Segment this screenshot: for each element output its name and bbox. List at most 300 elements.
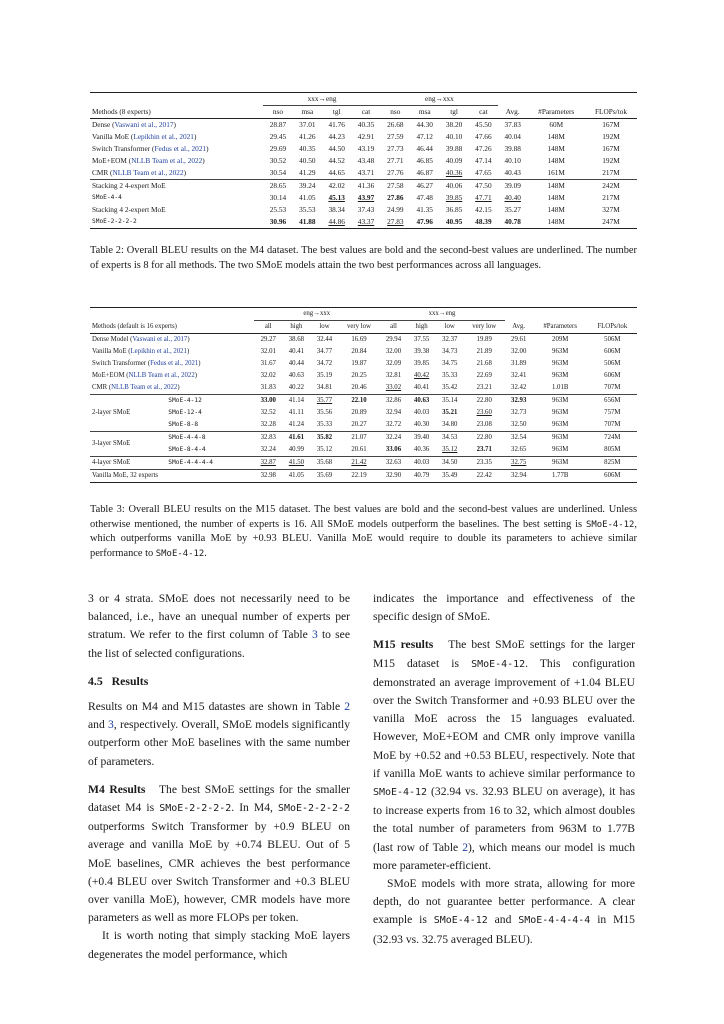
value: 27.73: [387, 144, 404, 153]
table-3-column-header-row: [90, 321, 637, 334]
value-cell: [322, 143, 351, 155]
flops-cell: 327M: [602, 205, 620, 214]
column-header: nso: [381, 106, 410, 119]
params-cell: 148M: [547, 205, 565, 214]
method-name: Stacking 2 4-expert MoE: [92, 181, 166, 190]
value-cell: [282, 470, 310, 483]
value: 33.06: [385, 446, 402, 453]
value-cell: [439, 131, 468, 143]
value: 27.83: [387, 217, 404, 226]
value: 32.83: [260, 434, 276, 441]
value-cell: [339, 444, 380, 457]
paragraph: [373, 875, 635, 949]
method-cell: Vanilla MoE (Lepikhin et al., 2021): [92, 132, 197, 141]
citation-link[interactable]: Lepikhin et al., 2021: [133, 132, 194, 141]
value-cell: [254, 370, 282, 382]
value: 16.69: [351, 336, 367, 343]
value: 21.68: [476, 360, 492, 367]
value: 36.85: [445, 205, 463, 214]
text: in M15 (32.93 vs. 32.75 averaged BLEU).: [373, 913, 635, 946]
value-cell: [351, 204, 380, 216]
params-cell: 963M: [552, 348, 569, 355]
value: 47.48: [416, 193, 433, 202]
table-2-caption: [90, 244, 637, 273]
value-cell: [436, 370, 464, 382]
value-cell: [310, 457, 338, 470]
value: 43.37: [357, 217, 375, 226]
value: 39.85: [445, 193, 463, 202]
value: 32.44: [316, 336, 333, 343]
value-cell: [339, 358, 380, 370]
value: 47.71: [475, 193, 492, 202]
value: 32.86: [385, 397, 402, 404]
value-cell: [469, 167, 498, 180]
value: 39.85: [413, 360, 430, 367]
method-cell: Switch Transformer (Fedus et al., 2021): [92, 360, 201, 367]
value: 40.04: [504, 132, 521, 141]
method-name: Dense: [92, 120, 111, 129]
citation-link[interactable]: NLLB Team et al., 2022: [131, 156, 203, 165]
flops-cell: 167M: [602, 144, 620, 153]
value-cell: [439, 119, 468, 132]
value-cell: [339, 470, 380, 483]
flops-cell: 707M: [604, 384, 621, 391]
value: 46.87: [416, 168, 433, 177]
method-cell: [90, 204, 263, 216]
value-cell: [351, 192, 380, 204]
value-cell: [381, 204, 410, 216]
code: SMoE-2-2-2-2: [159, 803, 232, 815]
table-3-vanilla-32: [90, 470, 637, 483]
value-cell: [282, 432, 310, 445]
method-name: MoE+EOM: [92, 372, 125, 379]
value-cell: [408, 334, 436, 347]
value-cell: [263, 167, 292, 180]
table-row: [90, 457, 637, 470]
value-cell: [310, 346, 338, 358]
value: 40.03: [413, 459, 430, 466]
value-cell: [339, 432, 380, 445]
value-cell: [381, 192, 410, 204]
flops-cell: 192M: [602, 132, 620, 141]
value: 43.48: [357, 156, 375, 165]
column-header-flops: FLOPs/tok: [585, 106, 637, 119]
method-cell: [166, 419, 254, 432]
value: 25.53: [269, 205, 287, 214]
value: 32.93: [511, 397, 527, 404]
column-header: high: [282, 321, 310, 334]
value: 40.79: [413, 472, 430, 479]
value: 41.29: [299, 168, 316, 177]
value: 35.19: [316, 372, 333, 379]
citation-link[interactable]: Fedus et al., 2021: [154, 144, 207, 153]
value: 32.01: [260, 348, 276, 355]
method-name: Vanilla MoE: [92, 348, 127, 355]
value-cell: [263, 204, 292, 216]
value: 43.19: [357, 144, 375, 153]
value: 40.40: [504, 193, 521, 202]
table-row: [90, 131, 637, 143]
params-cell: 1.77B: [533, 470, 588, 483]
value-cell: [408, 444, 436, 457]
value: 41.50: [288, 459, 305, 466]
value: 20.89: [351, 409, 367, 416]
value: 30.96: [269, 217, 287, 226]
value: 40.10: [445, 132, 463, 141]
value: 34.81: [316, 384, 333, 391]
value-cell: [381, 216, 410, 229]
params-cell: 161M: [547, 168, 565, 177]
value: 32.09: [385, 360, 402, 367]
method-name: SMoE-4-4: [92, 194, 122, 201]
value: 41.26: [299, 132, 316, 141]
value: 35.33: [316, 421, 333, 428]
value: 47.12: [416, 132, 433, 141]
value-cell: [498, 167, 527, 180]
value: 40.41: [288, 348, 305, 355]
value-cell: [293, 167, 322, 180]
value: 32.94: [511, 472, 527, 479]
value-cell: [436, 432, 464, 445]
table-row: [90, 407, 637, 419]
value-cell: [498, 155, 527, 167]
value: 35.27: [504, 205, 521, 214]
value-cell: [436, 395, 464, 408]
value-cell: [436, 470, 464, 483]
value-cell: [408, 358, 436, 370]
value-cell: [263, 216, 292, 229]
value: 46.44: [416, 144, 433, 153]
value: 37.83: [504, 120, 521, 129]
citation-link[interactable]: Vaswani et al., 2017: [132, 336, 188, 343]
method-name: Stacking 4 2-expert MoE: [92, 205, 166, 214]
value: 39.09: [504, 181, 521, 190]
params-cell: 963M: [552, 372, 569, 379]
column-header: very low: [464, 321, 505, 334]
table-2-baselines: [90, 119, 637, 180]
value: 33.02: [385, 384, 402, 391]
value: 40.95: [445, 217, 463, 226]
value: 35.42: [442, 384, 458, 391]
value-cell: [498, 204, 527, 216]
value-cell: [379, 419, 407, 432]
value-cell: [464, 334, 505, 347]
params-cell: 963M: [533, 457, 588, 470]
flops-cell: 805M: [604, 446, 621, 453]
method-cell: Dense Model (Vaswani et al., 2017): [92, 336, 190, 343]
value-cell: [293, 216, 322, 229]
value: 19.89: [476, 336, 492, 343]
table-ref-link[interactable]: 2: [344, 700, 350, 714]
value-cell: [339, 370, 380, 382]
value-cell: [469, 131, 498, 143]
table-row: [90, 167, 637, 180]
method-cell: MoE+EOM (NLLB Team et al., 2022): [92, 372, 197, 379]
paragraph: [88, 590, 350, 663]
value-cell: [339, 346, 380, 358]
value: 29.27: [260, 336, 276, 343]
value: 22.69: [476, 372, 492, 379]
value: 29.45: [269, 132, 287, 141]
value: 22.10: [351, 397, 367, 404]
paragraph: [88, 698, 350, 771]
value-cell: [351, 180, 380, 193]
text: outperforms Switch Transformer by +0.9 BLEU on average and vanilla MoE by +0.74 BLEU. Out of 5 MoE baselines, CMR achieves the best performance (+0.4 BLEU over Switch Transformer and +0.3 BLEU over vanilla MoE), however, CMR models have more parameters as well as more FLOPs per token.: [88, 820, 350, 925]
citation-link[interactable]: NLLB Team et al., 2022: [112, 168, 184, 177]
table-2-group-header-row: [90, 93, 637, 106]
value: 31.89: [511, 360, 527, 367]
code: SMoE-4-4-4-4: [518, 915, 591, 927]
params-cell: 148M: [547, 193, 565, 202]
method-cell: [166, 395, 254, 408]
value: 40.03: [413, 409, 430, 416]
value: 32.72: [385, 421, 402, 428]
caption-code: SMoE-4-12: [155, 548, 205, 559]
value-cell: [408, 457, 436, 470]
params-cell: 963M: [552, 409, 569, 416]
value: 39.88: [445, 144, 463, 153]
value: 41.14: [288, 397, 305, 404]
value-cell: [322, 180, 351, 193]
method-name: Dense Model: [92, 336, 129, 343]
method-name: Vanilla MoE, 32 experts: [92, 472, 159, 479]
value-cell: [310, 444, 338, 457]
value: 24.99: [387, 205, 404, 214]
value: 40.44: [288, 360, 305, 367]
method-name: MoE+EOM: [92, 156, 127, 165]
value-cell: [282, 358, 310, 370]
value: 41.36: [357, 181, 375, 190]
flops-cell: 217M: [602, 193, 620, 202]
value-cell: [379, 395, 407, 408]
value-cell: [263, 143, 292, 155]
table-3-group-eng-xxx: eng→xxx: [254, 308, 379, 321]
value-cell: [505, 395, 533, 408]
value: 35.68: [316, 459, 333, 466]
value: 20.27: [351, 421, 367, 428]
value: 47.66: [475, 132, 492, 141]
value: 40.63: [288, 372, 305, 379]
value-cell: [293, 180, 322, 193]
table-2-header: [90, 93, 637, 119]
value-cell: [263, 131, 292, 143]
table-ref-link[interactable]: 2: [462, 840, 469, 854]
table-ref-link[interactable]: 3: [311, 628, 318, 642]
column-header: all: [254, 321, 282, 334]
column-header: cat: [351, 106, 380, 119]
flops-cell: 606M: [588, 470, 637, 483]
value-cell: [339, 407, 380, 419]
method-name: SMoE-2-2-2-2: [92, 218, 137, 225]
value-cell: [310, 407, 338, 419]
value-cell: [505, 470, 533, 483]
value-cell: [436, 382, 464, 395]
value-cell: [505, 444, 533, 457]
section-heading: [88, 672, 350, 690]
value-cell: [505, 382, 533, 395]
value: 27.76: [387, 168, 404, 177]
value-cell: [439, 204, 468, 216]
value: 23.21: [476, 384, 492, 391]
value: 22.19: [351, 472, 367, 479]
value: 35.56: [316, 409, 333, 416]
code: SMoE-4-12: [373, 787, 428, 799]
value-cell: [498, 180, 527, 193]
table-row: [90, 155, 637, 167]
value-cell: [379, 370, 407, 382]
params-cell: 963M: [533, 395, 588, 408]
column-header: low: [310, 321, 338, 334]
value-cell: [282, 382, 310, 395]
value: 48.39: [475, 217, 492, 226]
citation-link[interactable]: Vaswani et al., 2017: [114, 120, 174, 129]
flops-cell: 656M: [588, 395, 637, 408]
value: 35.69: [316, 472, 333, 479]
value: 35.12: [316, 446, 333, 453]
column-header-params: #Parameters: [527, 106, 585, 119]
citation-link[interactable]: NLLB Team et al., 2022: [128, 372, 195, 379]
value-cell: [505, 358, 533, 370]
paragraph-title: M15 results: [373, 638, 434, 652]
flops-cell: 606M: [604, 348, 621, 355]
table-ref-link[interactable]: 3: [108, 718, 114, 732]
value: 32.81: [385, 372, 402, 379]
value-cell: [408, 470, 436, 483]
method-name: Switch Transformer: [92, 144, 151, 153]
value: 40.78: [504, 217, 521, 226]
value-cell: [410, 216, 439, 229]
value-cell: [254, 334, 282, 347]
value-cell: [436, 334, 464, 347]
value-cell: [379, 382, 407, 395]
column-header-params: #Parameters: [533, 321, 588, 334]
table-row: [90, 419, 637, 432]
value: 39.88: [504, 144, 521, 153]
method-cell: Switch Transformer (Fedus et al., 2021): [92, 144, 209, 153]
value: 42.02: [328, 181, 345, 190]
column-header: msa: [410, 106, 439, 119]
flops-cell: 247M: [585, 216, 637, 229]
value: 40.63: [413, 397, 430, 404]
column-header-avg: Avg.: [498, 106, 527, 119]
value: 32.73: [511, 409, 527, 416]
value-cell: [469, 192, 498, 204]
text: Results on M4 and M15 datastes are shown in Table: [88, 700, 341, 714]
value: 34.50: [442, 459, 458, 466]
value-cell: [410, 155, 439, 167]
value: 27.86: [387, 193, 404, 202]
value-cell: [263, 180, 292, 193]
value-cell: [322, 216, 351, 229]
value: 32.98: [260, 472, 276, 479]
value: 38.20: [445, 120, 463, 129]
citation-link[interactable]: Fedus et al., 2021: [150, 360, 199, 367]
value-cell: [410, 167, 439, 180]
value: 44.23: [328, 132, 345, 141]
code: SMoE-2-2-2-2: [277, 803, 350, 815]
value: 40.42: [413, 372, 430, 379]
value-cell: [351, 119, 380, 132]
params-cell: 148M: [527, 180, 585, 193]
value: 21.42: [351, 459, 367, 466]
text: , respectively. Overall, SMoE models significantly outperform other MoE baselines with the same number of parameters.: [88, 718, 350, 768]
value-cell: [436, 444, 464, 457]
value-cell: [322, 155, 351, 167]
value: 32.94: [385, 409, 402, 416]
value: 32.37: [442, 336, 458, 343]
value: 32.00: [511, 348, 527, 355]
right-column: [373, 590, 635, 949]
value: 45.50: [475, 120, 492, 129]
value-cell: [282, 370, 310, 382]
value-cell: [282, 419, 310, 432]
method-cell: [166, 444, 254, 457]
value: 47.96: [416, 217, 433, 226]
value-cell: [339, 457, 380, 470]
value: 33.00: [260, 397, 276, 404]
value-cell: [505, 407, 533, 419]
value: 23.08: [476, 421, 492, 428]
paragraph: [373, 636, 635, 875]
citation-link[interactable]: NLLB Team et al., 2022: [111, 384, 178, 391]
value-cell: [410, 131, 439, 143]
value: 35.77: [316, 397, 333, 404]
value: 43.71: [357, 168, 375, 177]
params-cell: 963M: [533, 432, 588, 445]
value: 40.22: [288, 384, 305, 391]
value-cell: [410, 192, 439, 204]
value: 41.35: [416, 205, 433, 214]
column-header-avg: Avg.: [505, 321, 533, 334]
value: 29.94: [385, 336, 402, 343]
citation-link[interactable]: Lepikhin et al., 2021: [130, 348, 187, 355]
params-cell: 1.01B: [551, 384, 569, 391]
value: 35.14: [442, 397, 458, 404]
value: 23.71: [476, 446, 492, 453]
value: 40.50: [299, 156, 316, 165]
value-cell: [351, 216, 380, 229]
text: . This configuration demonstrated an average improvement of +1.04 BLEU over the Switch Transformer and +0.93 BLEU over the vanilla MoE across the 15 languages evaluated. However, MoE+EOM and CMR only improve vanilla MoE by +0.52 and +0.53 BLEU, respectively. Note that if vanilla MoE wants to achieve similar performance to: [373, 656, 635, 780]
value: 41.76: [328, 120, 345, 129]
value: 26.68: [387, 120, 404, 129]
value-cell: [293, 155, 322, 167]
value: 44.52: [328, 156, 345, 165]
value-cell: [436, 346, 464, 358]
value-cell: [436, 457, 464, 470]
value: 35.21: [442, 409, 458, 416]
text: to see the list of selected configurations.: [88, 628, 350, 660]
table-3: [90, 307, 637, 483]
caption-code: SMoE-4-12: [585, 519, 635, 530]
value-cell: [322, 167, 351, 180]
value: 35.49: [442, 472, 458, 479]
table-2-column-header-row: [90, 106, 637, 119]
value: 31.67: [260, 360, 276, 367]
value-cell: [254, 395, 282, 408]
value: 20.46: [351, 384, 367, 391]
value-cell: [439, 143, 468, 155]
value: 42.15: [475, 205, 492, 214]
value: 40.36: [413, 446, 430, 453]
method-name: SMoE-8-8: [168, 421, 199, 428]
caption-text: Overall BLEU results on the M15 dataset. The best values are bold and the second-best values are underlined. Unless otherwise mentioned, the number of experts is 16. All SMoE models outperform the baselines. The best setting is: [90, 504, 638, 530]
value: 47.14: [475, 156, 492, 165]
value: 31.83: [260, 384, 276, 391]
table-3-smoe-rows: [90, 395, 637, 470]
value-cell: [410, 204, 439, 216]
value-cell: [464, 370, 505, 382]
value: 32.50: [511, 421, 527, 428]
